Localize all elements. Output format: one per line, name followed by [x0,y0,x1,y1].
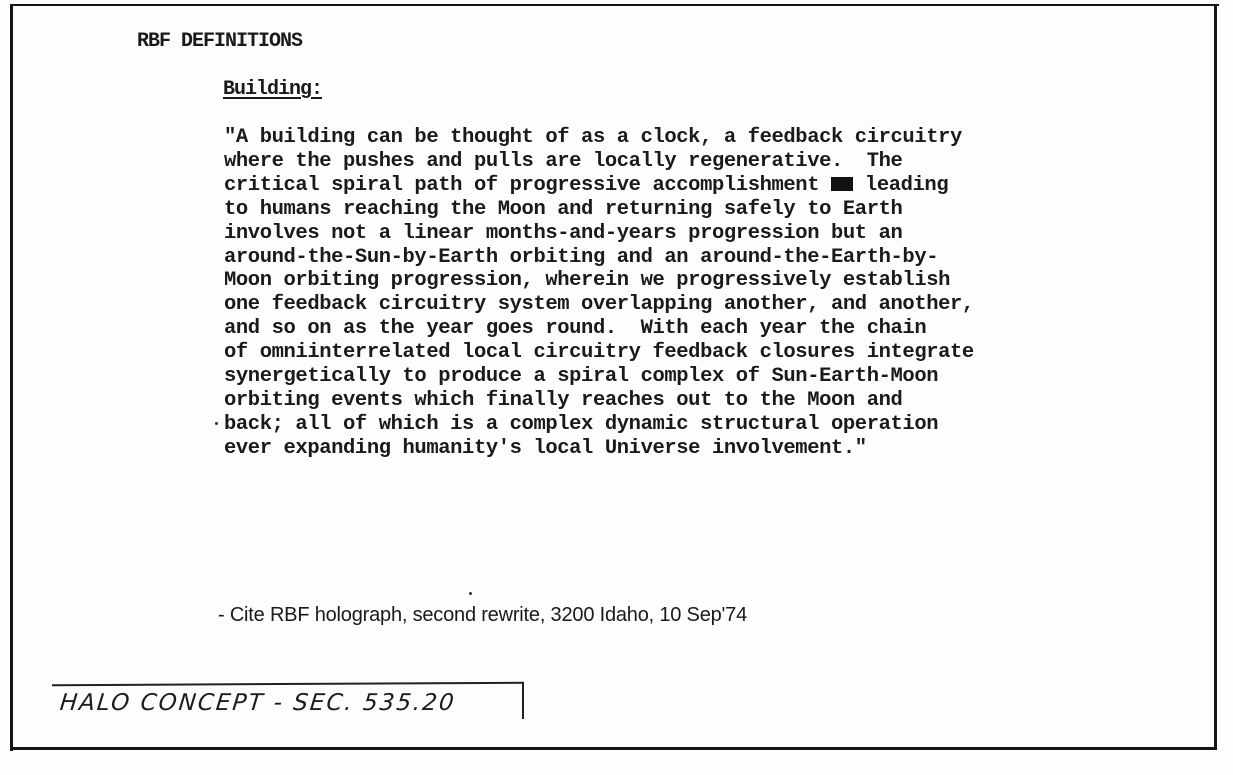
document-heading: RBF DEFINITIONS [137,30,303,53]
card-border-right [1214,4,1217,748]
ink-speck [469,592,472,595]
card-border-left [10,4,13,751]
quote-line: and so on as the year goes round. With each year the chain [224,317,927,341]
quote-line: "A building can be thought of as a clock, a feedback circuitry [224,126,962,149]
handwritten-underline [52,682,524,686]
handwritten-note: HALO CONCEPT - SEC. 535.20 [58,690,458,716]
quote-line: synergetically to produce a spiral complex of Sun-Earth-Moon [224,365,939,389]
card-border-top [10,4,1219,6]
quote-line: where the pushes and pulls are locally regenerative. The [224,149,903,173]
quote-line: orbiting events which finally reaches out to the Moon and [224,388,903,412]
quote-line: leading [864,173,949,197]
handwritten-bracket [522,683,524,719]
quote-line: critical spiral path of progressive accomplishment [224,173,820,197]
section-subheading: Building: [223,78,323,101]
quote-line: to humans reaching the Moon and returning safely to Earth [224,197,903,221]
quote-line: back; all of which is a complex dynamic structural operation [224,412,939,436]
quote-line: one feedback circuitry system overlapping another, and another, [224,293,974,317]
quote-line: around-the-Sun-by-Earth orbiting and an around-the-Earth-by- [224,245,939,269]
quote-line: involves not a linear months-and-years progression but an [224,221,903,245]
card-border-bottom [10,747,1217,750]
citation: - Cite RBF holograph, second rewrite, 3200 Idaho, 10 Sep'74 [218,604,748,626]
definition-quote [224,126,974,461]
quote-line: ever expanding humanity's local Universe involvement." [224,436,867,460]
redaction-mark [831,177,853,191]
ink-speck [215,422,218,425]
quote-line: of omniinterrelated local circuitry feedback closures integrate [224,341,974,365]
quote-line: Moon orbiting progression, wherein we progressively establish [224,269,951,293]
